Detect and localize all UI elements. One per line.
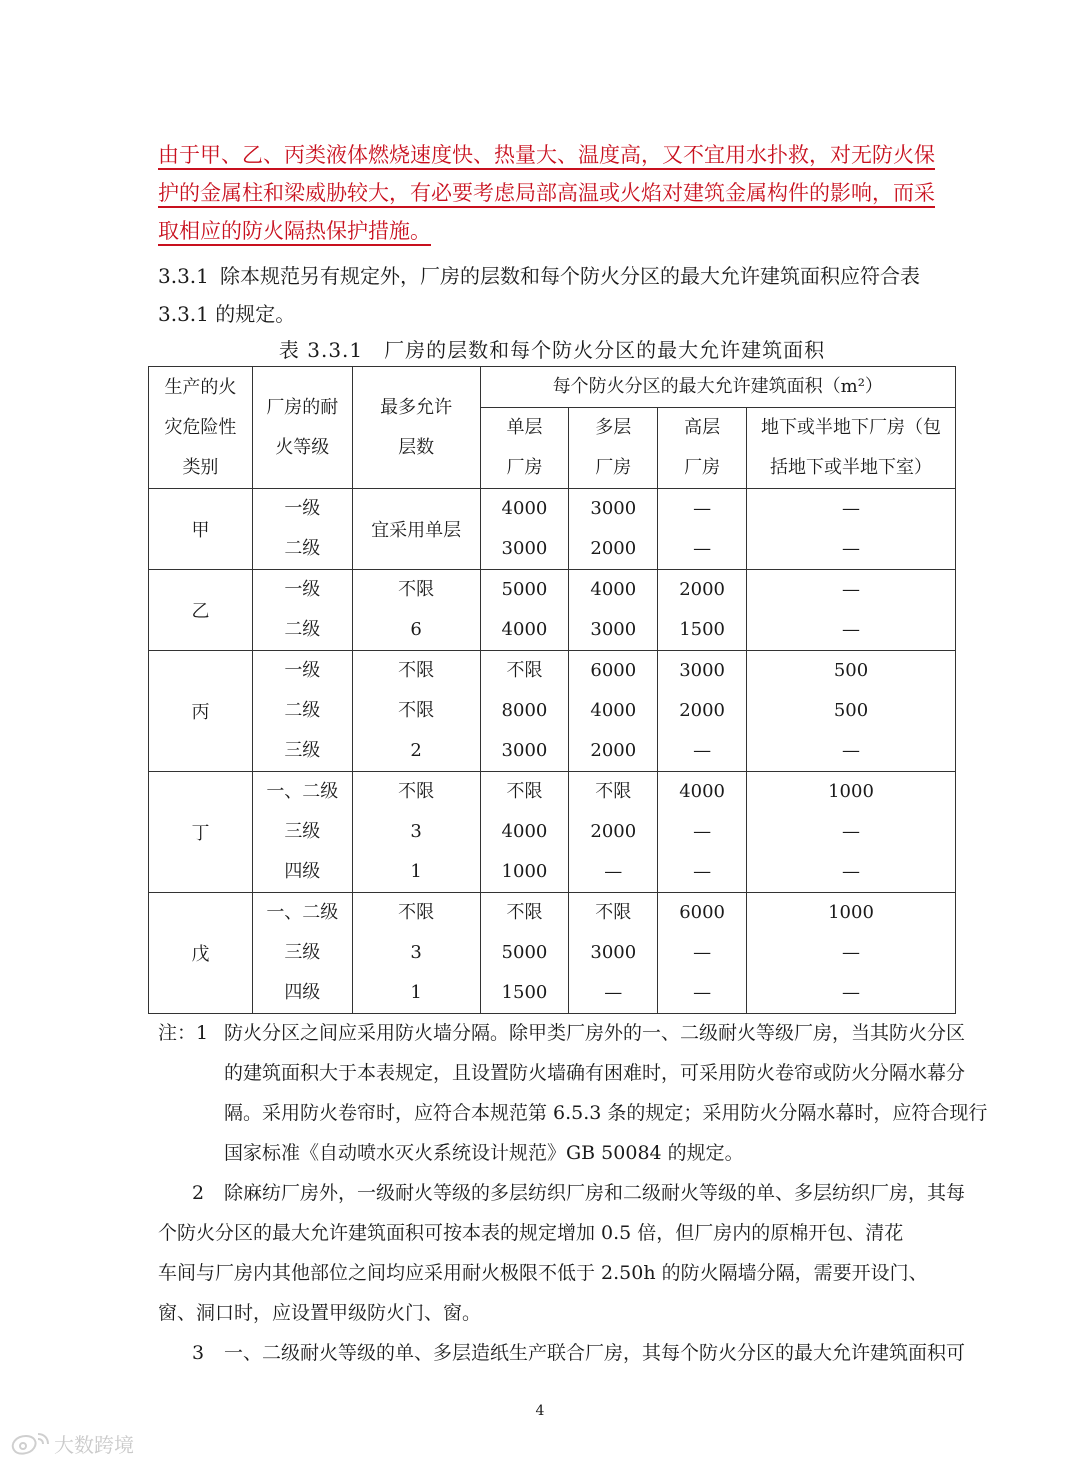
header-category: 生产的火 灾危险性 类别: [149, 367, 253, 489]
underground-cell: 1000 — —: [747, 772, 956, 893]
fire-rating-cell: 一、二级 三级 四级: [252, 893, 352, 1014]
underground-cell: 1000 — —: [747, 893, 956, 1014]
header-underground: 地下或半地下厂房（包 括地下或半地下室）: [747, 408, 956, 489]
table-row: [149, 651, 956, 772]
fire-compartment-table: [148, 366, 956, 1014]
note-line: 的建筑面积大于本表规定，且设置防火墙确有困难时，可采用防火卷帘或防火分隔水幕分: [224, 1062, 966, 1084]
note-line: 隔。采用防火卷帘时，应符合本规范第 6.5.3 条的规定；采用防火分隔水幕时，应符合现行: [224, 1102, 988, 1124]
note-1: [158, 1013, 988, 1173]
multi-story-cell: 3000 2000: [569, 489, 658, 570]
header-multi-story: 多层 厂房: [569, 408, 658, 489]
multi-story-cell: 6000 4000 2000: [569, 651, 658, 772]
fire-rating-cell: 一级 二级: [252, 489, 352, 570]
underground-cell: 500 500 —: [747, 651, 956, 772]
clause-text: 除本规范另有规定外，厂房的层数和每个防火分区的最大允许建筑面积应符合表: [220, 264, 920, 288]
watermark: [8, 1429, 134, 1458]
single-story-cell: 不限 8000 3000: [480, 651, 569, 772]
clause-number: 3.3.1: [158, 264, 209, 288]
max-floors-cell: 宜采用单层: [352, 489, 480, 570]
note-line: 防火分区之间应采用防火墙分隔。除甲类厂房外的一、二级耐火等级厂房，当其防火分区: [224, 1022, 966, 1044]
max-floors-cell: 不限 3 1: [352, 893, 480, 1014]
highlighted-line: 护的金属柱和梁威胁较大，有必要考虑局部高温或火焰对建筑金属构件的影响，而采: [158, 181, 935, 205]
note-line: 国家标准《自动喷水灭火系统设计规范》GB 50084 的规定。: [224, 1142, 744, 1164]
note-line: 个防火分区的最大允许建筑面积可按本表的规定增加 0.5 倍，但厂房内的原棉开包、清花: [158, 1222, 904, 1244]
table-row: [149, 893, 956, 1014]
highlighted-paragraph: [158, 136, 968, 250]
table-row: [149, 570, 956, 651]
single-story-cell: 4000 3000: [480, 489, 569, 570]
fire-rating-cell: 一级 二级: [252, 570, 352, 651]
header-max-floors: 最多允许 层数: [352, 367, 480, 489]
header-area-group: 每个防火分区的最大允许建筑面积（m²）: [480, 367, 955, 408]
table-row: [149, 772, 956, 893]
single-story-cell: 不限 4000 1000: [480, 772, 569, 893]
category-cell: 戊: [149, 893, 253, 1014]
note-number: 3: [192, 1342, 205, 1364]
max-floors-cell: 不限 不限 2: [352, 651, 480, 772]
multi-story-cell: 不限 2000 —: [569, 772, 658, 893]
clause-3-3-1: [158, 257, 988, 333]
high-rise-cell: 3000 2000 —: [658, 651, 747, 772]
high-rise-cell: 4000 — —: [658, 772, 747, 893]
note-line: 一、二级耐火等级的单、多层造纸生产联合厂房，其每个防火分区的最大允许建筑面积可: [224, 1342, 966, 1364]
note-line: 车间与厂房内其他部位之间均应采用耐火极限不低于 2.50h 的防火隔墙分隔，需要开设门、: [158, 1262, 928, 1284]
table-caption: 表 3.3.1 厂房的层数和每个防火分区的最大允许建筑面积: [278, 338, 826, 362]
high-rise-cell: 2000 1500: [658, 570, 747, 651]
note-label: 注：1: [158, 1022, 209, 1044]
header-fire-rating: 厂房的耐 火等级: [252, 367, 352, 489]
category-cell: 丁: [149, 772, 253, 893]
multi-story-cell: 4000 3000: [569, 570, 658, 651]
watermark-text: 大数跨境: [54, 1433, 134, 1457]
highlighted-line: 取相应的防火隔热保护措施。: [158, 219, 431, 243]
fire-rating-cell: 一、二级 三级 四级: [252, 772, 352, 893]
note-3: [158, 1333, 978, 1373]
fire-rating-cell: 一级 二级 三级: [252, 651, 352, 772]
multi-story-cell: 不限 3000 —: [569, 893, 658, 1014]
table-notes: [158, 1013, 988, 1373]
category-cell: 乙: [149, 570, 253, 651]
table-row: [149, 489, 956, 570]
note-2: [158, 1173, 978, 1333]
weibo-logo-icon: [8, 1430, 50, 1458]
max-floors-cell: 不限 3 1: [352, 772, 480, 893]
note-number: 2: [192, 1182, 205, 1204]
note-line: 除麻纺厂房外，一级耐火等级的多层纺织厂房和二级耐火等级的单、多层纺织厂房，其每: [224, 1182, 966, 1204]
high-rise-cell: — —: [658, 489, 747, 570]
header-high-rise: 高层 厂房: [658, 408, 747, 489]
note-line: 窗、洞口时，应设置甲级防火门、窗。: [158, 1302, 482, 1324]
page-number: 4: [535, 1403, 545, 1419]
high-rise-cell: 6000 — —: [658, 893, 747, 1014]
category-cell: 丙: [149, 651, 253, 772]
single-story-cell: 5000 4000: [480, 570, 569, 651]
highlighted-line: 由于甲、乙、丙类液体燃烧速度快、热量大、温度高，又不宜用水扑救，对无防火保: [158, 143, 935, 167]
single-story-cell: 不限 5000 1500: [480, 893, 569, 1014]
underground-cell: — —: [747, 489, 956, 570]
underground-cell: — —: [747, 570, 956, 651]
clause-text-continued: 3.3.1 的规定。: [158, 302, 296, 326]
max-floors-cell: 不限 6: [352, 570, 480, 651]
category-cell: 甲: [149, 489, 253, 570]
header-single-story: 单层 厂房: [480, 408, 569, 489]
